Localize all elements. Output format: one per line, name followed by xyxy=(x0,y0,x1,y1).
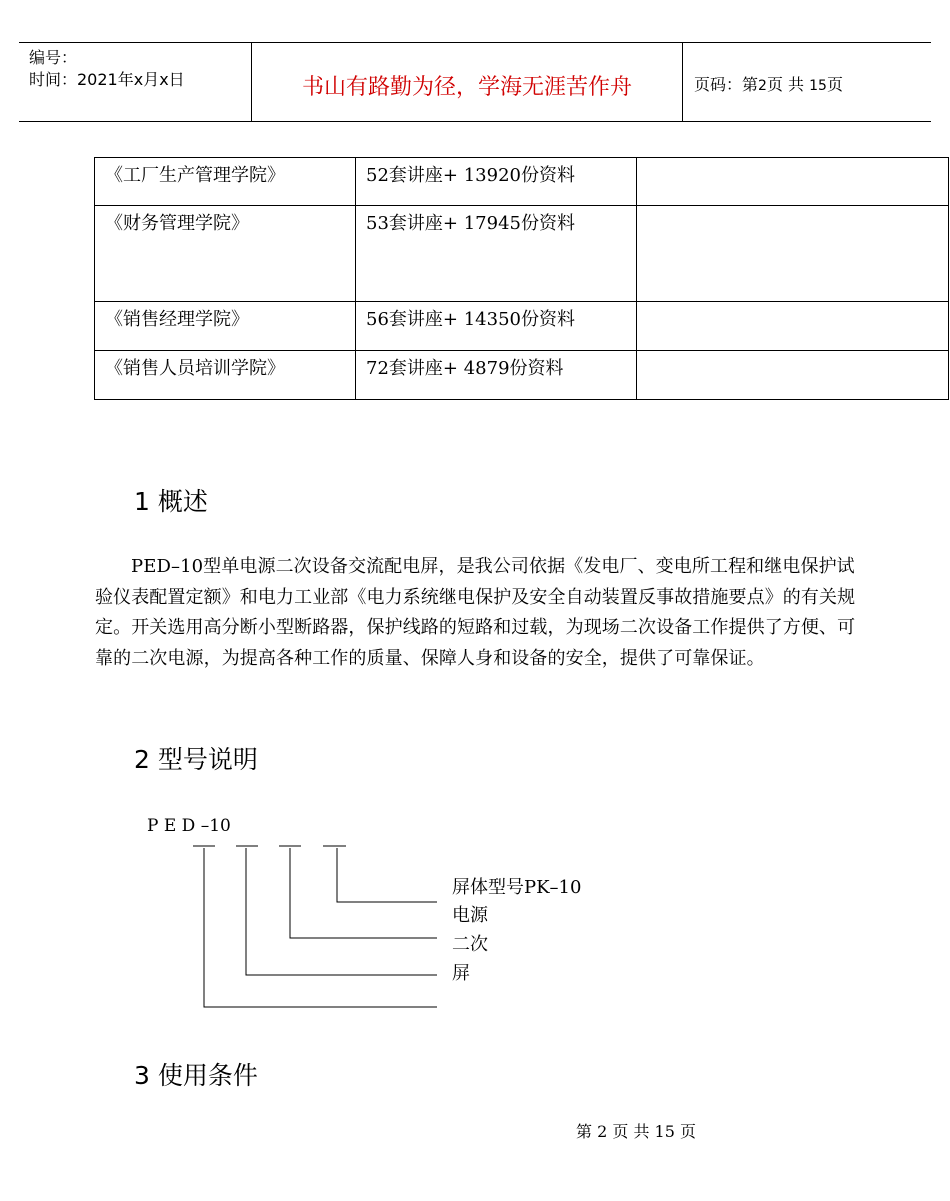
section1-heading: 1 概述 xyxy=(134,487,208,516)
page-current: 2 xyxy=(758,78,767,94)
section1-body: PED–10型单电源二次设备交流配电屏，是我公司依据《发电厂、变电所工程和继电保护试验仪表配置定额》和电力工业部《电力系统继电保护及安全自动装置反事故措施要点》的有关规定。开关选用高分断小型断路器，保护线路的短路和过载，为现场二次设备工作提供了方便、可靠的二次电源，为提高各种工作的质量、保障人身和设备的安全，提供了可靠保证。 xyxy=(95,556,856,669)
number-label: 编号： xyxy=(29,48,78,67)
leader-line-screen xyxy=(246,848,437,975)
leader-line-secondary xyxy=(290,848,437,938)
leader-line-bottom xyxy=(204,848,437,1007)
label-power: 电源 xyxy=(452,905,488,926)
table-cell-name: 《销售人员培训学院》 xyxy=(95,351,356,400)
section3-heading: 3 使用条件 xyxy=(134,1061,258,1090)
page-footer: 第 2 页 共 15 页 xyxy=(576,1122,696,1141)
table-cell-name: 《工厂生产管理学院》 xyxy=(95,158,356,206)
table-cell-desc: 56套讲座+ 14350份资料 xyxy=(356,302,637,351)
page-total: 15 xyxy=(809,78,827,94)
table-cell-name: 《销售经理学院》 xyxy=(95,302,356,351)
model-code: P E D –10 xyxy=(147,816,231,836)
table-cell-name: 《财务管理学院》 xyxy=(95,206,356,302)
header-motto: 书山有路勤为径，学海无涯苦作舟 xyxy=(301,75,632,100)
label-secondary: 二次 xyxy=(452,934,488,955)
label-screen-type: 屏体型号PK–10 xyxy=(452,877,582,898)
table-cell-desc: 53套讲座+ 17945份资料 xyxy=(366,213,575,234)
page-suffix: 页 xyxy=(826,75,843,94)
table-cell-desc: 52套讲座+ 13920份资料 xyxy=(356,158,637,206)
page-prefix: 页码：第 xyxy=(694,75,759,94)
section2-heading: 2 型号说明 xyxy=(134,745,258,774)
label-screen: 屏 xyxy=(452,963,470,984)
page-mid: 页 共 xyxy=(766,75,805,94)
table-cell-desc: 72套讲座+ 4879份资料 xyxy=(356,351,637,400)
leader-line-type xyxy=(337,848,437,902)
time-label: 时间：2021年x月x日 xyxy=(29,70,185,89)
